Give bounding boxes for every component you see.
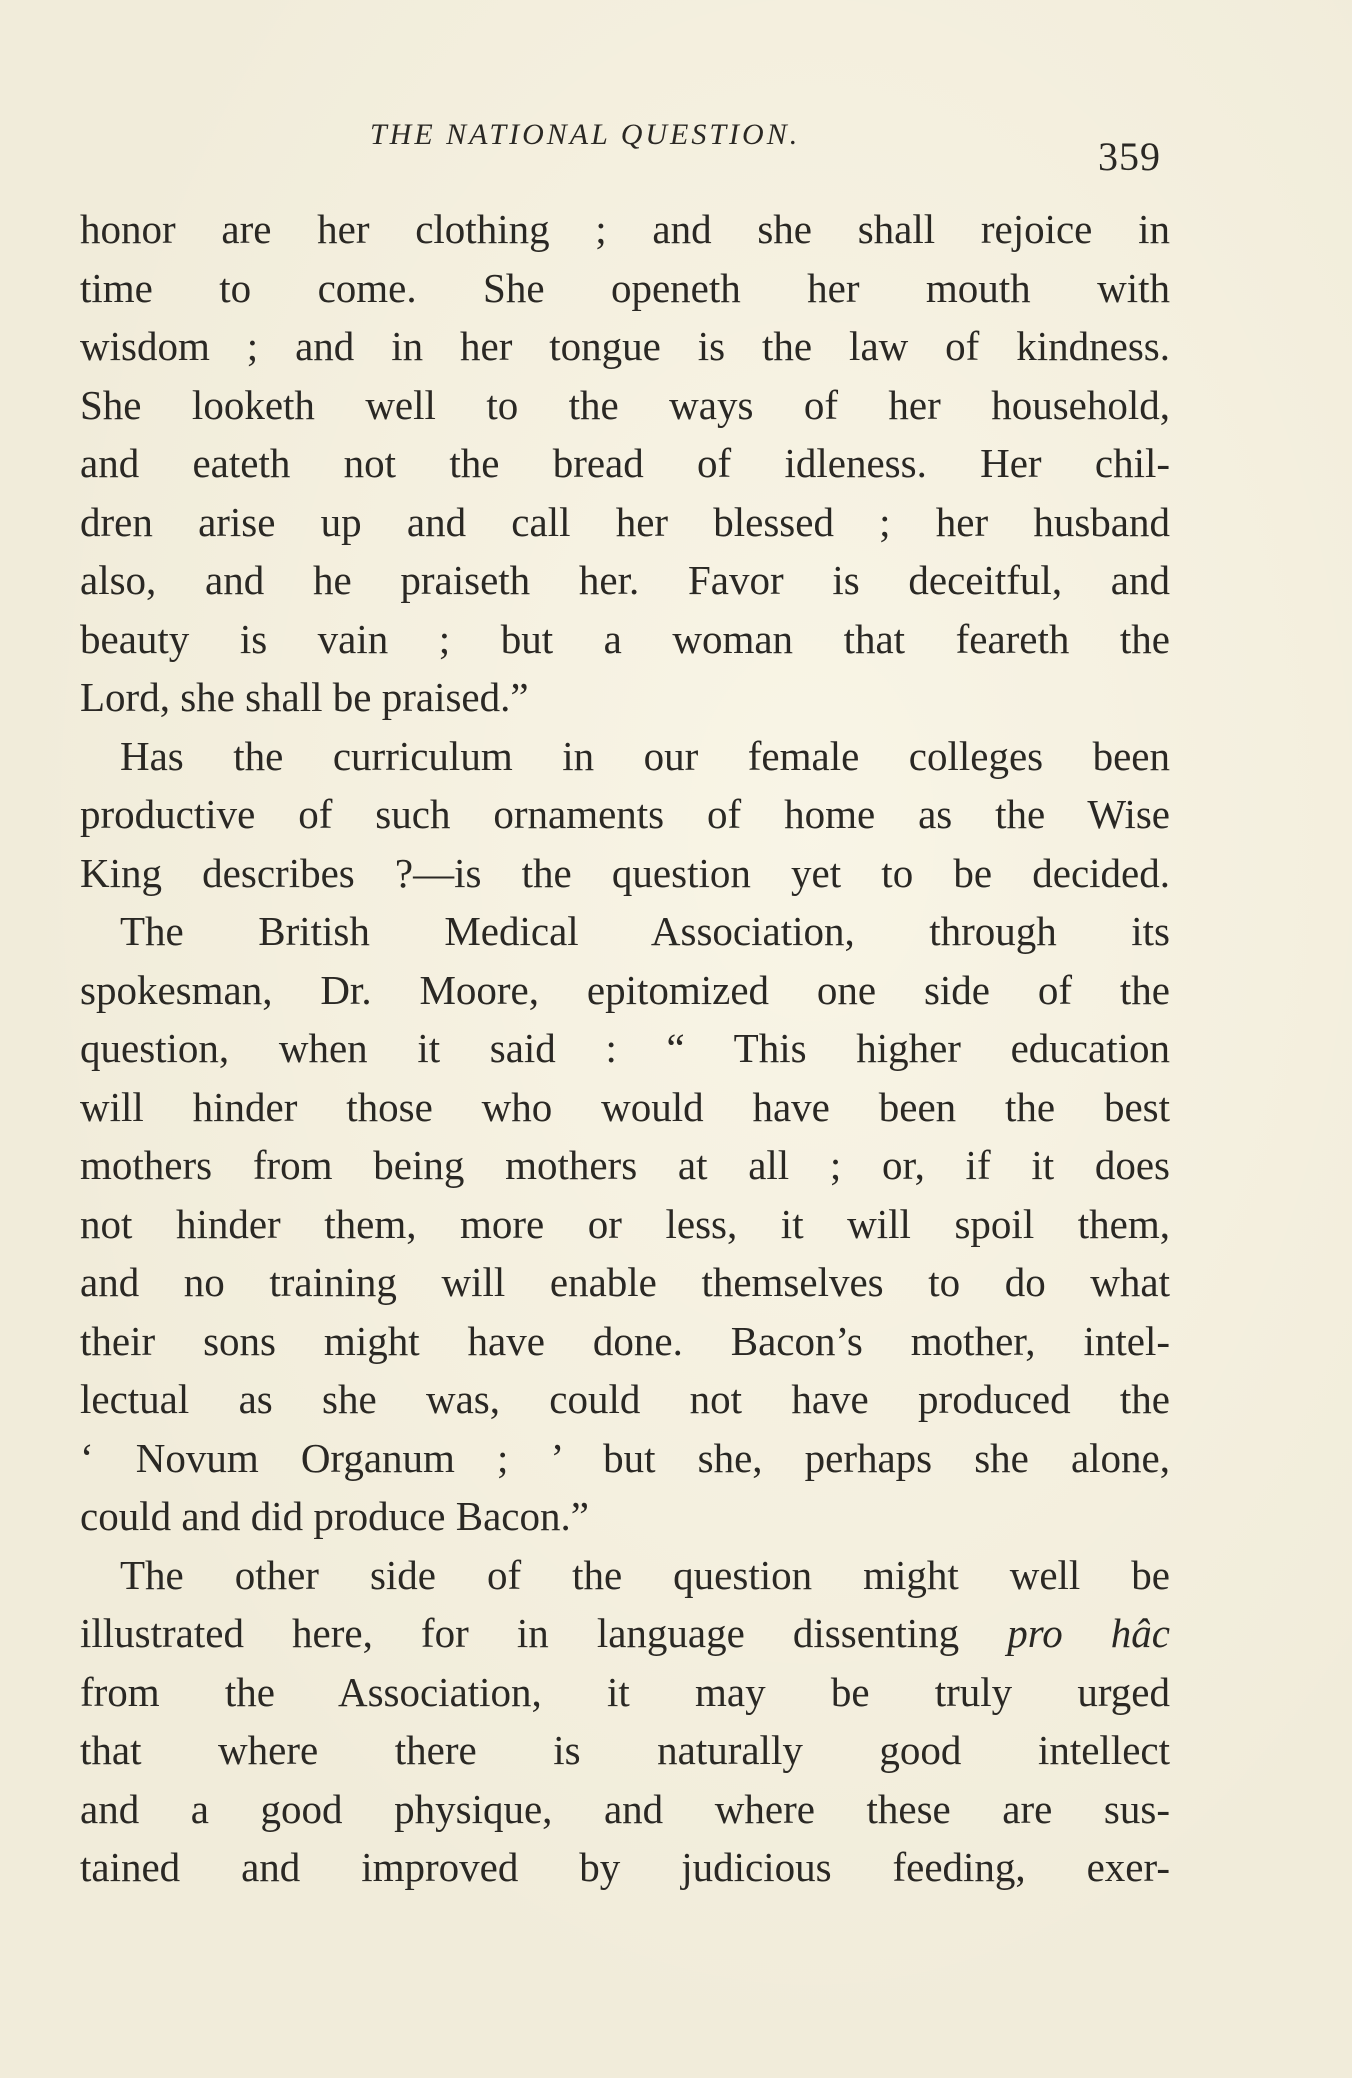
body-text: [80, 200, 1170, 1897]
text-line: that where there is naturally good intellect: [80, 1727, 1170, 1773]
text-line: productive of such ornaments of home as the Wise: [80, 791, 1170, 837]
text-line: also, and he praiseth her. Favor is deceitful, and: [80, 557, 1170, 603]
text-line: from the Association, it may be truly urged: [80, 1668, 1170, 1715]
text-line: mothers from being mothers at all ; or, if it does: [80, 1142, 1170, 1188]
text-line: dren arise up and call her blessed ; her husband: [80, 498, 1170, 545]
running-title: THE NATIONAL QUESTION.: [370, 118, 801, 151]
text-line: beauty is vain ; but a woman that feareth the: [80, 615, 1170, 662]
text-line: tained and improved by judicious feeding, exer-: [80, 1844, 1170, 1890]
text-line: She looketh well to the ways of her household,: [80, 381, 1170, 428]
text-fragment: illustrated here, for in language dissenting: [80, 1610, 1008, 1656]
running-head: [0, 108, 1352, 179]
text-line: honor are her clothing ; and she shall rejoice in: [80, 206, 1170, 252]
text-line: spokesman, Dr. Moore, epitomized one side of the: [80, 966, 1170, 1013]
italic-phrase: pro hâc: [1007, 1610, 1170, 1656]
text-line: and a good physique, and where these are sus-: [80, 1785, 1170, 1832]
text-line: and eateth not the bread of idleness. Her chil-: [80, 440, 1170, 486]
text-line: wisdom ; and in her tongue is the law of kindness.: [80, 323, 1170, 369]
text-line-with-italic: [80, 1604, 1170, 1663]
text-line: The British Medical Association, through its: [120, 908, 1170, 954]
text-line: could and did produce Bacon.”: [80, 1493, 589, 1539]
text-line: The other side of the question might well be: [120, 1551, 1170, 1598]
text-line: Has the curriculum in our female colleges been: [120, 732, 1170, 779]
text-line: Lord, she shall be praised.”: [80, 674, 529, 720]
text-line: ‘ Novum Organum ; ’ but she, perhaps she alone,: [80, 1434, 1170, 1481]
text-line: time to come. She openeth her mouth with: [80, 264, 1170, 311]
text-line: question, when it said : “ This higher education: [80, 1025, 1170, 1071]
text-line: and no training will enable themselves to do what: [80, 1259, 1170, 1305]
text-line: lectual as she was, could not have produced the: [80, 1376, 1170, 1422]
page-number: 359: [1098, 134, 1161, 179]
text-line: will hinder those who would have been the best: [80, 1083, 1170, 1130]
text-line: their sons might have done. Bacon’s mother, intel-: [80, 1317, 1170, 1364]
text-line: not hinder them, more or less, it will spoil them,: [80, 1200, 1170, 1247]
text-line: King describes ?—is the question yet to be decided.: [80, 849, 1170, 896]
